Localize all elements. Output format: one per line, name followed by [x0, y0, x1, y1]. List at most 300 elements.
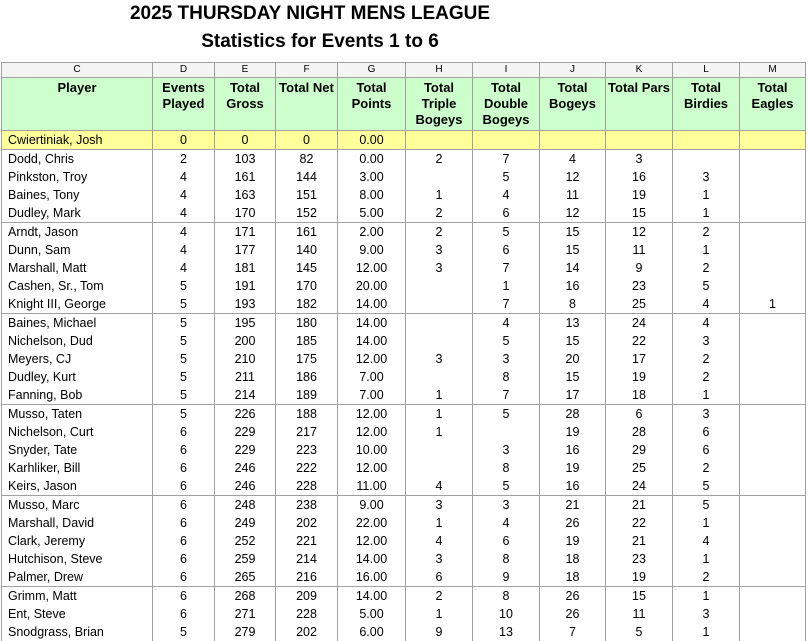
stat-cell[interactable]: 12.00 [338, 350, 406, 368]
stat-cell[interactable]: 22.00 [338, 514, 406, 532]
stat-cell[interactable]: 1 [673, 623, 740, 641]
stat-cell[interactable]: 170 [276, 277, 338, 295]
stat-cell[interactable] [740, 550, 806, 568]
stat-cell[interactable]: 26 [540, 587, 606, 606]
stat-cell[interactable]: 6 [153, 477, 215, 496]
stat-cell[interactable]: 1 [473, 277, 540, 295]
stat-cell[interactable]: 7.00 [338, 368, 406, 386]
stat-cell[interactable]: 21 [606, 532, 673, 550]
stat-cell[interactable] [740, 368, 806, 386]
stat-cell[interactable]: 202 [276, 623, 338, 641]
player-name-cell[interactable]: Hutchison, Steve [2, 550, 153, 568]
column-header[interactable]: Total Gross [215, 78, 276, 131]
stat-cell[interactable]: 226 [215, 405, 276, 424]
stat-cell[interactable]: 202 [276, 514, 338, 532]
stat-cell[interactable]: 186 [276, 368, 338, 386]
stat-cell[interactable]: 20 [540, 350, 606, 368]
stat-cell[interactable]: 5 [673, 477, 740, 496]
stat-cell[interactable] [406, 368, 473, 386]
stat-cell[interactable]: 29 [606, 441, 673, 459]
column-letter[interactable]: C [2, 63, 153, 78]
column-header[interactable]: Total Net [276, 78, 338, 131]
stat-cell[interactable]: 4 [153, 204, 215, 223]
stat-cell[interactable]: 10.00 [338, 441, 406, 459]
player-name-cell[interactable]: Arndt, Jason [2, 223, 153, 242]
stat-cell[interactable]: 265 [215, 568, 276, 587]
stat-cell[interactable]: 11.00 [338, 477, 406, 496]
stat-cell[interactable]: 4 [473, 314, 540, 333]
stat-cell[interactable]: 6 [153, 568, 215, 587]
stat-cell[interactable] [740, 259, 806, 277]
stat-cell[interactable]: 193 [215, 295, 276, 314]
column-header[interactable]: Total Bogeys [540, 78, 606, 131]
column-letter[interactable]: M [740, 63, 806, 78]
stat-cell[interactable]: 5 [473, 168, 540, 186]
stat-cell[interactable]: 3 [406, 550, 473, 568]
player-name-cell[interactable]: Ent, Steve [2, 605, 153, 623]
stat-cell[interactable]: 7 [473, 295, 540, 314]
stat-cell[interactable]: 5 [153, 314, 215, 333]
stat-cell[interactable] [406, 277, 473, 295]
stat-cell[interactable]: 223 [276, 441, 338, 459]
player-name-cell[interactable]: Snyder, Tate [2, 441, 153, 459]
player-name-cell[interactable]: Baines, Michael [2, 314, 153, 333]
column-letter[interactable]: F [276, 63, 338, 78]
stat-cell[interactable]: 5 [153, 623, 215, 641]
stat-cell[interactable]: 5 [153, 295, 215, 314]
stat-cell[interactable]: 16 [606, 168, 673, 186]
stat-cell[interactable]: 214 [276, 550, 338, 568]
stat-cell[interactable] [740, 386, 806, 405]
player-name-cell[interactable]: Nichelson, Dud [2, 332, 153, 350]
stat-cell[interactable]: 209 [276, 587, 338, 606]
stat-cell[interactable] [740, 514, 806, 532]
player-name-cell[interactable]: Baines, Tony [2, 186, 153, 204]
stat-cell[interactable]: 19 [540, 532, 606, 550]
stat-cell[interactable]: 7 [473, 150, 540, 169]
stat-cell[interactable]: 28 [540, 405, 606, 424]
stat-cell[interactable]: 1 [406, 386, 473, 405]
stat-cell[interactable]: 210 [215, 350, 276, 368]
stat-cell[interactable]: 200 [215, 332, 276, 350]
player-name-cell[interactable]: Musso, Marc [2, 496, 153, 515]
stat-cell[interactable]: 3 [673, 332, 740, 350]
stat-cell[interactable]: 9.00 [338, 241, 406, 259]
stat-cell[interactable]: 18 [606, 386, 673, 405]
player-name-cell[interactable]: Fanning, Bob [2, 386, 153, 405]
stat-cell[interactable]: 4 [473, 514, 540, 532]
stat-cell[interactable]: 2 [673, 223, 740, 242]
stat-cell[interactable]: 4 [153, 186, 215, 204]
stat-cell[interactable]: 3 [606, 150, 673, 169]
stat-cell[interactable]: 3 [473, 441, 540, 459]
stat-cell[interactable] [740, 314, 806, 333]
stat-cell[interactable]: 16 [540, 477, 606, 496]
stat-cell[interactable]: 5.00 [338, 204, 406, 223]
stat-cell[interactable] [406, 459, 473, 477]
stat-cell[interactable] [473, 423, 540, 441]
column-header[interactable]: Total Triple Bogeys [406, 78, 473, 131]
stat-cell[interactable]: 6 [673, 423, 740, 441]
stat-cell[interactable] [740, 277, 806, 295]
stat-cell[interactable]: 23 [606, 550, 673, 568]
stat-cell[interactable]: 1 [406, 423, 473, 441]
stat-cell[interactable]: 279 [215, 623, 276, 641]
stat-cell[interactable]: 2 [406, 223, 473, 242]
player-name-cell[interactable]: Keirs, Jason [2, 477, 153, 496]
stat-cell[interactable]: 8 [473, 459, 540, 477]
stat-cell[interactable]: 1 [673, 587, 740, 606]
stat-cell[interactable]: 7 [540, 623, 606, 641]
stat-cell[interactable]: 19 [540, 423, 606, 441]
stat-cell[interactable] [406, 314, 473, 333]
player-name-cell[interactable]: Dunn, Sam [2, 241, 153, 259]
stat-cell[interactable]: 15 [606, 587, 673, 606]
stat-cell[interactable]: 0 [276, 131, 338, 150]
stat-cell[interactable]: 6 [153, 532, 215, 550]
stat-cell[interactable]: 14.00 [338, 587, 406, 606]
stat-cell[interactable]: 6 [406, 568, 473, 587]
stat-cell[interactable]: 16 [540, 441, 606, 459]
stat-cell[interactable]: 3 [406, 241, 473, 259]
stat-cell[interactable]: 268 [215, 587, 276, 606]
player-name-cell[interactable]: Clark, Jeremy [2, 532, 153, 550]
stat-cell[interactable]: 7 [473, 259, 540, 277]
stat-cell[interactable]: 8 [473, 587, 540, 606]
stat-cell[interactable]: 20.00 [338, 277, 406, 295]
stat-cell[interactable] [740, 186, 806, 204]
stat-cell[interactable]: 15 [540, 223, 606, 242]
column-letter[interactable]: I [473, 63, 540, 78]
stat-cell[interactable]: 180 [276, 314, 338, 333]
stat-cell[interactable]: 18 [540, 550, 606, 568]
player-name-cell[interactable]: Cashen, Sr., Tom [2, 277, 153, 295]
stat-cell[interactable]: 25 [606, 295, 673, 314]
player-name-cell[interactable]: Karhliker, Bill [2, 459, 153, 477]
stat-cell[interactable]: 1 [673, 204, 740, 223]
stat-cell[interactable]: 185 [276, 332, 338, 350]
stat-cell[interactable]: 2 [673, 368, 740, 386]
stat-cell[interactable]: 259 [215, 550, 276, 568]
column-letter[interactable]: J [540, 63, 606, 78]
stat-cell[interactable]: 6 [153, 550, 215, 568]
stat-cell[interactable]: 28 [606, 423, 673, 441]
stat-cell[interactable] [740, 605, 806, 623]
stat-cell[interactable] [740, 587, 806, 606]
stat-cell[interactable]: 21 [606, 496, 673, 515]
stat-cell[interactable]: 222 [276, 459, 338, 477]
stat-cell[interactable]: 6 [673, 441, 740, 459]
stat-cell[interactable]: 2 [673, 459, 740, 477]
stat-cell[interactable] [740, 441, 806, 459]
stat-cell[interactable]: 1 [406, 514, 473, 532]
stat-cell[interactable] [740, 423, 806, 441]
stat-cell[interactable]: 151 [276, 186, 338, 204]
stat-cell[interactable]: 25 [606, 459, 673, 477]
stat-cell[interactable] [740, 459, 806, 477]
stat-cell[interactable]: 2 [673, 350, 740, 368]
stat-cell[interactable]: 6 [473, 204, 540, 223]
player-name-cell[interactable]: Cwiertiniak, Josh [2, 131, 153, 150]
player-name-cell[interactable]: Dudley, Kurt [2, 368, 153, 386]
stat-cell[interactable]: 4 [673, 295, 740, 314]
stat-cell[interactable]: 2 [406, 204, 473, 223]
stat-cell[interactable]: 161 [276, 223, 338, 242]
stat-cell[interactable]: 14 [540, 259, 606, 277]
stat-cell[interactable]: 1 [673, 241, 740, 259]
stat-cell[interactable]: 5 [473, 332, 540, 350]
stat-cell[interactable]: 246 [215, 459, 276, 477]
stat-cell[interactable]: 216 [276, 568, 338, 587]
stat-cell[interactable]: 271 [215, 605, 276, 623]
stat-cell[interactable]: 4 [153, 168, 215, 186]
stat-cell[interactable]: 8 [473, 550, 540, 568]
stat-cell[interactable]: 8.00 [338, 186, 406, 204]
stat-cell[interactable] [740, 350, 806, 368]
stat-cell[interactable]: 6 [153, 514, 215, 532]
stat-cell[interactable]: 9.00 [338, 496, 406, 515]
stat-cell[interactable]: 6 [153, 496, 215, 515]
stat-cell[interactable]: 24 [606, 314, 673, 333]
stat-cell[interactable]: 163 [215, 186, 276, 204]
column-header[interactable]: Total Pars [606, 78, 673, 131]
stat-cell[interactable]: 4 [153, 223, 215, 242]
stat-cell[interactable]: 140 [276, 241, 338, 259]
stat-cell[interactable]: 12 [606, 223, 673, 242]
stat-cell[interactable]: 5 [153, 332, 215, 350]
stat-cell[interactable]: 14.00 [338, 332, 406, 350]
stat-cell[interactable]: 181 [215, 259, 276, 277]
stat-cell[interactable] [740, 241, 806, 259]
stat-cell[interactable]: 82 [276, 150, 338, 169]
stat-cell[interactable]: 3 [673, 168, 740, 186]
stat-cell[interactable]: 3 [406, 496, 473, 515]
stat-cell[interactable]: 7 [473, 386, 540, 405]
column-header[interactable]: Total Eagles [740, 78, 806, 131]
stat-cell[interactable]: 6 [153, 441, 215, 459]
stat-cell[interactable]: 12.00 [338, 532, 406, 550]
stat-cell[interactable]: 1 [740, 295, 806, 314]
stat-cell[interactable]: 3 [473, 496, 540, 515]
stat-cell[interactable]: 0.00 [338, 131, 406, 150]
stat-cell[interactable] [406, 295, 473, 314]
stat-cell[interactable] [740, 623, 806, 641]
stat-cell[interactable] [740, 332, 806, 350]
stat-cell[interactable]: 4 [673, 314, 740, 333]
stat-cell[interactable]: 103 [215, 150, 276, 169]
stat-cell[interactable]: 9 [406, 623, 473, 641]
stat-cell[interactable]: 11 [606, 605, 673, 623]
stat-cell[interactable]: 19 [606, 368, 673, 386]
stat-cell[interactable] [740, 532, 806, 550]
stat-cell[interactable]: 12.00 [338, 423, 406, 441]
stat-cell[interactable]: 189 [276, 386, 338, 405]
column-header[interactable]: Player [2, 78, 153, 131]
stat-cell[interactable]: 12 [540, 204, 606, 223]
stat-cell[interactable]: 22 [606, 332, 673, 350]
stat-cell[interactable]: 4 [406, 532, 473, 550]
stat-cell[interactable]: 14.00 [338, 550, 406, 568]
stat-cell[interactable]: 252 [215, 532, 276, 550]
stat-cell[interactable]: 9 [606, 259, 673, 277]
stat-cell[interactable]: 246 [215, 477, 276, 496]
stat-cell[interactable]: 177 [215, 241, 276, 259]
stat-cell[interactable] [740, 405, 806, 424]
stat-cell[interactable]: 188 [276, 405, 338, 424]
stat-cell[interactable]: 228 [276, 605, 338, 623]
player-name-cell[interactable]: Knight III, George [2, 295, 153, 314]
stat-cell[interactable]: 228 [276, 477, 338, 496]
stat-cell[interactable]: 2 [406, 150, 473, 169]
stat-cell[interactable]: 182 [276, 295, 338, 314]
stat-cell[interactable]: 4 [153, 259, 215, 277]
column-letter[interactable]: L [673, 63, 740, 78]
player-name-cell[interactable]: Snodgrass, Brian [2, 623, 153, 641]
stat-cell[interactable]: 229 [215, 423, 276, 441]
stat-cell[interactable]: 3.00 [338, 168, 406, 186]
stat-cell[interactable] [740, 223, 806, 242]
stat-cell[interactable]: 3 [473, 350, 540, 368]
stat-cell[interactable]: 6 [473, 532, 540, 550]
stat-cell[interactable]: 16.00 [338, 568, 406, 587]
stat-cell[interactable]: 1 [673, 550, 740, 568]
player-name-cell[interactable]: Marshall, David [2, 514, 153, 532]
stat-cell[interactable]: 4 [153, 241, 215, 259]
stat-cell[interactable]: 10 [473, 605, 540, 623]
stat-cell[interactable]: 11 [606, 241, 673, 259]
stat-cell[interactable]: 5 [153, 405, 215, 424]
stat-cell[interactable]: 15 [606, 204, 673, 223]
player-name-cell[interactable]: Grimm, Matt [2, 587, 153, 606]
stat-cell[interactable] [540, 131, 606, 150]
stat-cell[interactable]: 161 [215, 168, 276, 186]
stat-cell[interactable]: 2 [406, 587, 473, 606]
stat-cell[interactable]: 229 [215, 441, 276, 459]
column-letter[interactable]: K [606, 63, 673, 78]
stat-cell[interactable]: 170 [215, 204, 276, 223]
stat-cell[interactable]: 7.00 [338, 386, 406, 405]
stat-cell[interactable]: 1 [673, 514, 740, 532]
stat-cell[interactable]: 0 [153, 131, 215, 150]
stat-cell[interactable]: 6 [153, 587, 215, 606]
stat-cell[interactable]: 4 [540, 150, 606, 169]
stat-cell[interactable]: 5 [153, 277, 215, 295]
stat-cell[interactable]: 23 [606, 277, 673, 295]
stat-cell[interactable] [740, 150, 806, 169]
stat-cell[interactable]: 0 [215, 131, 276, 150]
stat-cell[interactable]: 12.00 [338, 459, 406, 477]
stat-cell[interactable]: 2 [673, 259, 740, 277]
stat-cell[interactable]: 6.00 [338, 623, 406, 641]
stat-cell[interactable]: 144 [276, 168, 338, 186]
stat-cell[interactable] [406, 441, 473, 459]
stat-cell[interactable] [406, 332, 473, 350]
stat-cell[interactable]: 2 [153, 150, 215, 169]
stat-cell[interactable] [473, 131, 540, 150]
stat-cell[interactable]: 145 [276, 259, 338, 277]
column-letter[interactable]: D [153, 63, 215, 78]
stat-cell[interactable]: 3 [406, 350, 473, 368]
stat-cell[interactable]: 6 [153, 605, 215, 623]
stat-cell[interactable]: 19 [606, 186, 673, 204]
stat-cell[interactable]: 14.00 [338, 295, 406, 314]
stat-cell[interactable]: 3 [673, 405, 740, 424]
stat-cell[interactable]: 5 [473, 405, 540, 424]
player-name-cell[interactable]: Dodd, Chris [2, 150, 153, 169]
stat-cell[interactable]: 1 [406, 405, 473, 424]
stat-cell[interactable]: 5 [473, 223, 540, 242]
column-header[interactable]: Events Played [153, 78, 215, 131]
stat-cell[interactable]: 4 [673, 532, 740, 550]
stat-cell[interactable]: 6 [606, 405, 673, 424]
stat-cell[interactable]: 1 [406, 186, 473, 204]
player-name-cell[interactable]: Meyers, CJ [2, 350, 153, 368]
stat-cell[interactable] [740, 568, 806, 587]
stat-cell[interactable] [740, 204, 806, 223]
stat-cell[interactable]: 2 [673, 568, 740, 587]
stat-cell[interactable]: 211 [215, 368, 276, 386]
player-name-cell[interactable]: Musso, Taten [2, 405, 153, 424]
stat-cell[interactable] [673, 150, 740, 169]
stat-cell[interactable]: 5 [153, 386, 215, 405]
stat-cell[interactable]: 221 [276, 532, 338, 550]
stat-cell[interactable]: 26 [540, 514, 606, 532]
player-name-cell[interactable]: Marshall, Matt [2, 259, 153, 277]
stat-cell[interactable]: 5 [153, 350, 215, 368]
stat-cell[interactable]: 214 [215, 386, 276, 405]
stat-cell[interactable] [673, 131, 740, 150]
stat-cell[interactable]: 249 [215, 514, 276, 532]
stat-cell[interactable]: 152 [276, 204, 338, 223]
stat-cell[interactable]: 1 [673, 386, 740, 405]
stat-cell[interactable]: 18 [540, 568, 606, 587]
stat-cell[interactable]: 0.00 [338, 150, 406, 169]
stat-cell[interactable] [740, 477, 806, 496]
player-name-cell[interactable]: Pinkston, Troy [2, 168, 153, 186]
player-name-cell[interactable]: Dudley, Mark [2, 204, 153, 223]
stat-cell[interactable]: 19 [540, 459, 606, 477]
stat-cell[interactable]: 4 [406, 477, 473, 496]
stat-cell[interactable] [406, 131, 473, 150]
player-name-cell[interactable]: Palmer, Drew [2, 568, 153, 587]
stat-cell[interactable] [606, 131, 673, 150]
stat-cell[interactable]: 16 [540, 277, 606, 295]
stat-cell[interactable]: 5 [606, 623, 673, 641]
stat-cell[interactable]: 14.00 [338, 314, 406, 333]
stat-cell[interactable]: 5 [473, 477, 540, 496]
stat-cell[interactable]: 238 [276, 496, 338, 515]
stat-cell[interactable]: 5.00 [338, 605, 406, 623]
stat-cell[interactable]: 6 [153, 459, 215, 477]
stat-cell[interactable]: 5 [153, 368, 215, 386]
stat-cell[interactable]: 5 [673, 496, 740, 515]
stat-cell[interactable]: 6 [473, 241, 540, 259]
column-header[interactable]: Total Double Bogeys [473, 78, 540, 131]
stat-cell[interactable]: 175 [276, 350, 338, 368]
stat-cell[interactable]: 5 [673, 277, 740, 295]
stat-cell[interactable]: 8 [540, 295, 606, 314]
stat-cell[interactable]: 13 [540, 314, 606, 333]
stat-cell[interactable]: 248 [215, 496, 276, 515]
stat-cell[interactable]: 217 [276, 423, 338, 441]
stat-cell[interactable] [740, 168, 806, 186]
stat-cell[interactable]: 191 [215, 277, 276, 295]
stat-cell[interactable]: 3 [673, 605, 740, 623]
stat-cell[interactable]: 17 [540, 386, 606, 405]
stat-cell[interactable]: 11 [540, 186, 606, 204]
stat-cell[interactable]: 9 [473, 568, 540, 587]
stat-cell[interactable]: 13 [473, 623, 540, 641]
